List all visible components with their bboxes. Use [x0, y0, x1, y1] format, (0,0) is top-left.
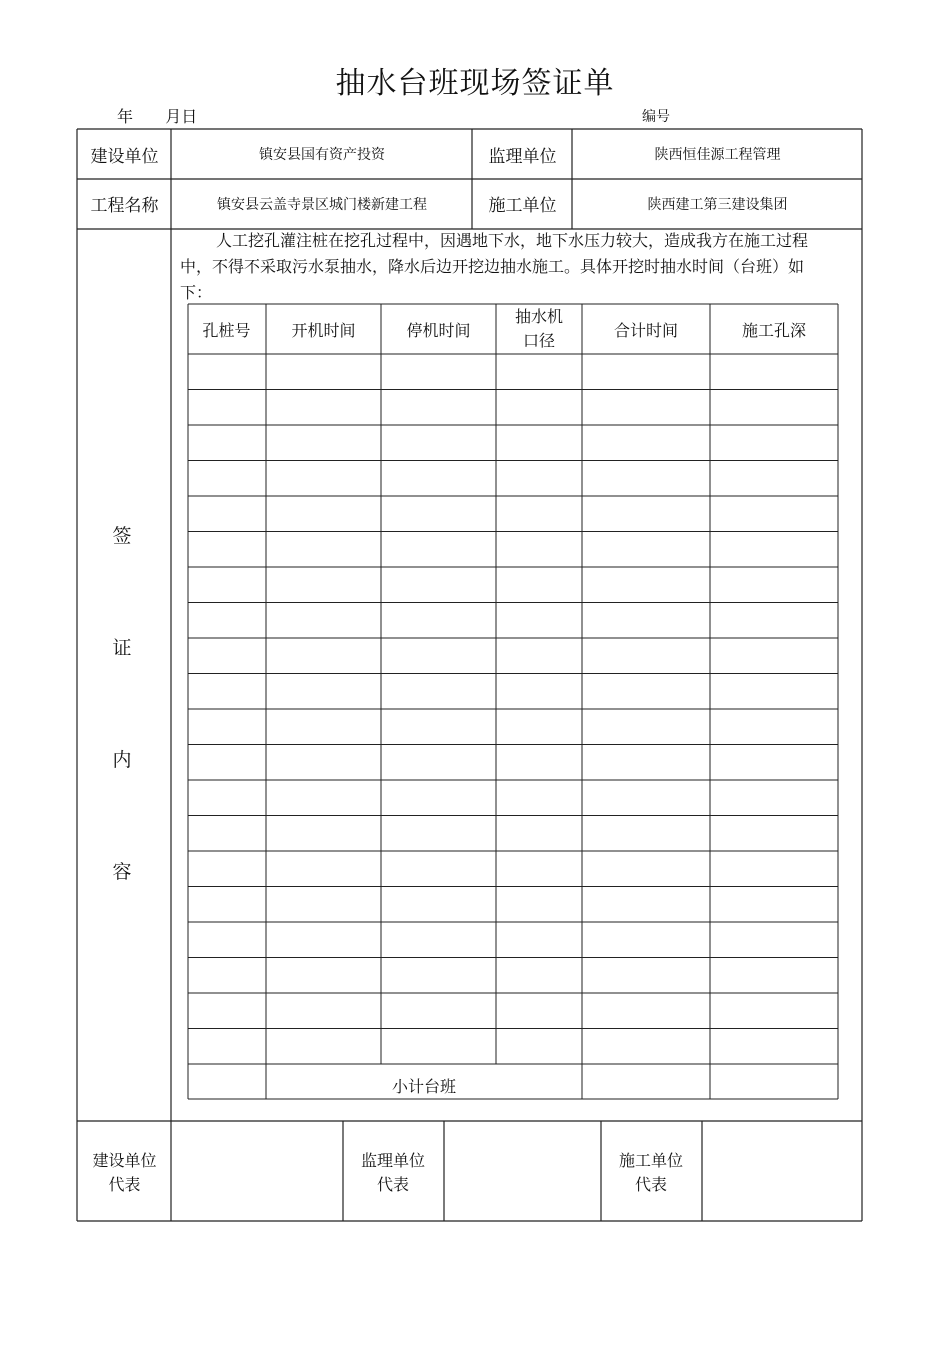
subtotal-label: 小计台班	[391, 1077, 456, 1096]
owner-rep-label: 建设单位 代表	[92, 1151, 157, 1194]
col-header: 抽水机 口径	[514, 307, 563, 350]
col-header: 合计时间	[613, 321, 678, 340]
supervisor-value: 陕西恒佳源工程管理	[654, 147, 781, 163]
supervisor-label: 监理单位	[488, 147, 557, 167]
contractor-label: 施工单位	[488, 196, 557, 216]
content-label-char: 证	[112, 637, 132, 659]
col-header: 停机时间	[406, 321, 471, 340]
col-header: 孔桩号	[202, 321, 251, 340]
serial-number-label: 编号	[642, 109, 670, 125]
col-header: 开机时间	[291, 321, 356, 340]
content-label-char: 签	[112, 525, 132, 547]
contractor-rep-label: 施工单位 代表	[618, 1151, 683, 1194]
form-title: 抽水台班现场签证单	[335, 66, 615, 101]
content-label-char: 容	[112, 861, 132, 883]
owner-value: 镇安县国有资产投资	[259, 147, 385, 163]
content-paragraph: 人工挖孔灌注桩在挖孔过程中，因遇地下水，地下水压力较大，造成我方在施工过程中，不得不采取污水泵抽水，降水后边开挖边抽水施工。具体开挖时抽水时间（台班）如下：	[180, 231, 809, 302]
contractor-value: 陕西建工第三建设集团	[647, 197, 788, 213]
project-label: 工程名称	[90, 196, 159, 216]
supervisor-rep-label: 监理单位 代表	[360, 1151, 425, 1194]
col-header: 施工孔深	[741, 321, 806, 340]
date-line	[117, 104, 197, 127]
year-label: 年	[117, 107, 134, 126]
owner-label: 建设单位	[90, 147, 159, 167]
project-value: 镇安县云盖寺景区城门楼新建工程	[217, 197, 427, 213]
month-day-label: 月日	[165, 107, 198, 126]
content-label-char: 内	[112, 749, 132, 771]
